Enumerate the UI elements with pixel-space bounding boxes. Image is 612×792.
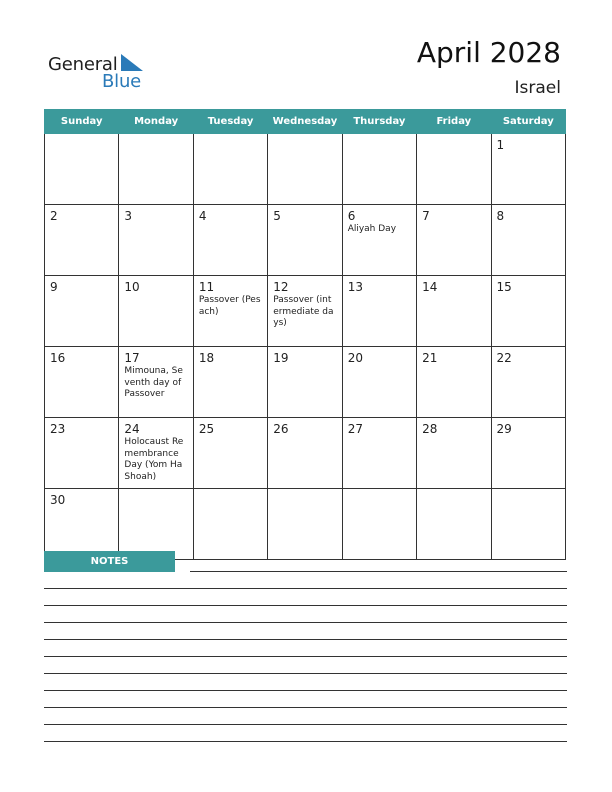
day-number: 18	[198, 351, 215, 365]
logo-triangle-icon	[119, 54, 143, 71]
weekday-header: Saturday	[491, 110, 565, 134]
weekday-header: Sunday	[45, 110, 119, 134]
day-number: 26	[273, 422, 289, 436]
notes-line	[44, 622, 567, 623]
calendar-day-cell	[45, 134, 119, 205]
day-number: 5	[273, 209, 281, 223]
calendar-day-cell	[119, 276, 193, 347]
calendar-day-cell	[417, 489, 491, 560]
calendar-day-cell	[193, 134, 267, 205]
calendar-day-cell	[268, 205, 342, 276]
calendar-body	[45, 134, 566, 560]
calendar-week-row	[45, 418, 566, 489]
day-number: 1	[496, 138, 505, 152]
day-number: 9	[50, 280, 58, 294]
day-number: 23	[50, 422, 66, 436]
holiday-label: Mimouna, Seventh day of Passover	[124, 366, 183, 399]
generalblue-logo	[48, 50, 158, 92]
calendar-day-cell	[268, 276, 342, 347]
calendar-day-cell	[342, 276, 416, 347]
calendar-day-cell	[417, 205, 491, 276]
calendar-grid	[44, 109, 566, 560]
day-number: 17	[124, 351, 140, 365]
notes-line	[44, 741, 567, 742]
day-number: 29	[496, 422, 512, 436]
day-number: 2	[50, 209, 58, 223]
weekday-header: Thursday	[342, 110, 416, 134]
notes-line	[44, 605, 567, 606]
day-number: 7	[422, 209, 430, 223]
day-number: 15	[496, 280, 512, 294]
day-number: 19	[273, 351, 289, 365]
calendar-day-cell	[491, 418, 565, 489]
day-number: 4	[198, 209, 207, 223]
notes-label: NOTES	[44, 551, 175, 572]
day-number: 12	[273, 280, 289, 294]
calendar-day-cell	[342, 418, 416, 489]
notes-line	[190, 571, 567, 572]
calendar-day-cell	[491, 276, 565, 347]
holiday-label: Passover (intermediate days)	[273, 295, 334, 328]
calendar-day-cell	[45, 347, 119, 418]
notes-line	[44, 639, 567, 640]
calendar-title: April 2028	[416, 36, 561, 69]
calendar-week-row	[45, 489, 566, 560]
notes-line	[44, 724, 567, 725]
weekday-header: Tuesday	[193, 110, 267, 134]
calendar-day-cell	[268, 489, 342, 560]
holiday-label: Aliyah Day	[347, 224, 397, 234]
day-number: 30	[50, 493, 66, 507]
calendar-day-cell	[193, 276, 267, 347]
calendar-day-cell	[417, 418, 491, 489]
day-number: 28	[422, 422, 438, 436]
calendar-week-row	[45, 205, 566, 276]
calendar-day-cell	[119, 418, 193, 489]
calendar-day-cell	[45, 489, 119, 560]
calendar-day-cell	[417, 276, 491, 347]
day-number: 25	[198, 422, 215, 436]
calendar-day-cell	[268, 347, 342, 418]
calendar-day-cell	[119, 347, 193, 418]
calendar-day-cell	[193, 489, 267, 560]
calendar-day-cell	[268, 418, 342, 489]
notes-line	[44, 673, 567, 674]
day-number: 6	[347, 209, 356, 223]
calendar-day-cell	[491, 489, 565, 560]
calendar-day-cell	[119, 134, 193, 205]
calendar-day-cell	[119, 489, 193, 560]
calendar-day-cell	[342, 134, 416, 205]
weekday-header: Friday	[417, 110, 491, 134]
day-number: 22	[496, 351, 512, 365]
calendar-day-cell	[417, 347, 491, 418]
calendar-day-cell	[119, 205, 193, 276]
calendar-day-cell	[342, 205, 416, 276]
calendar-day-cell	[193, 347, 267, 418]
day-number: 11	[198, 280, 215, 294]
calendar-day-cell	[45, 418, 119, 489]
day-number: 3	[124, 209, 133, 223]
calendar-day-cell	[342, 347, 416, 418]
calendar-day-cell	[342, 489, 416, 560]
calendar-day-cell	[45, 276, 119, 347]
day-number: 21	[422, 351, 438, 365]
calendar-day-cell	[491, 347, 565, 418]
calendar-day-cell	[268, 134, 342, 205]
calendar-week-row	[45, 276, 566, 347]
calendar-day-cell	[417, 134, 491, 205]
calendar-day-cell	[193, 205, 267, 276]
calendar-country: Israel	[514, 78, 561, 98]
day-number: 20	[347, 351, 363, 365]
logo-general-text: General	[48, 54, 118, 75]
day-number: 14	[422, 280, 438, 294]
notes-line	[44, 656, 567, 657]
calendar-day-cell	[193, 418, 267, 489]
calendar-week-row	[45, 347, 566, 418]
calendar-day-cell	[491, 205, 565, 276]
day-number: 8	[496, 209, 505, 223]
day-number: 13	[347, 280, 363, 294]
weekday-header: Wednesday	[268, 110, 342, 134]
logo-blue-text: Blue	[102, 71, 142, 92]
weekday-header-row	[45, 110, 566, 134]
day-number: 24	[124, 422, 140, 436]
calendar-day-cell	[45, 205, 119, 276]
holiday-label: Holocaust Remembrance Day (Yom HaShoah)	[124, 437, 184, 482]
calendar-day-cell	[491, 134, 565, 205]
holiday-label: Passover (Pesach)	[198, 295, 261, 317]
day-number: 16	[50, 351, 66, 365]
day-number: 27	[347, 422, 363, 436]
calendar-week-row	[45, 134, 566, 205]
weekday-header: Monday	[119, 110, 193, 134]
notes-line	[44, 690, 567, 691]
day-number: 10	[124, 280, 140, 294]
notes-line	[44, 707, 567, 708]
notes-line	[44, 588, 567, 589]
